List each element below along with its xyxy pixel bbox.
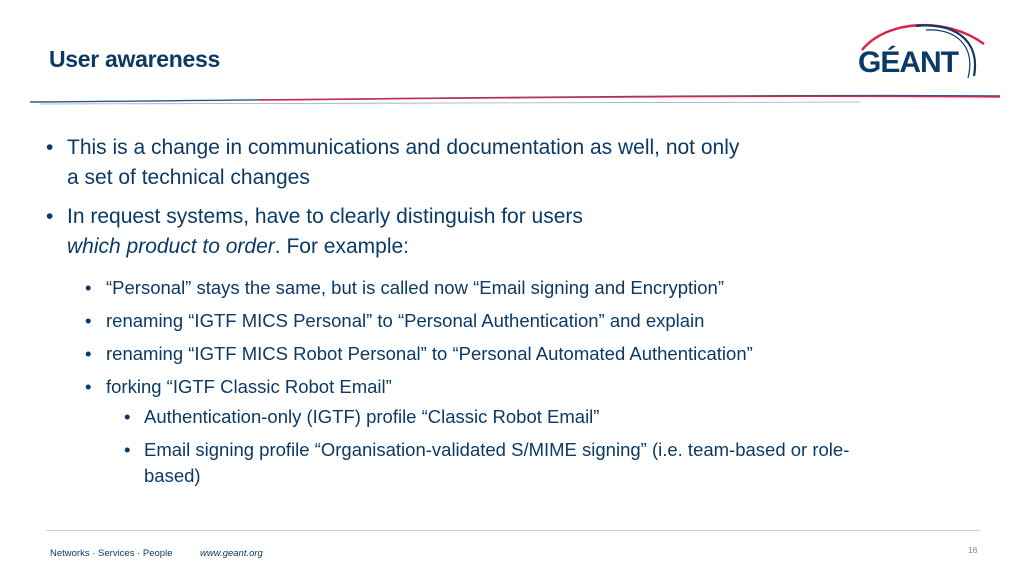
sub-bullet: • “Personal” stays the same, but is called now “Email signing and Encryption” bbox=[46, 271, 986, 304]
geant-logo: GÉANT bbox=[858, 46, 958, 79]
sub-sub-bullet: • Authentication-only (IGTF) profile “Classic Robot Email” bbox=[46, 404, 986, 430]
footer-url[interactable]: www.geant.org bbox=[200, 548, 263, 559]
bullet-text-tail: . For example: bbox=[274, 234, 409, 258]
bullet-emphasis: which product to order bbox=[67, 234, 275, 258]
page-title: User awareness bbox=[49, 46, 220, 72]
sub-bullet: • renaming “IGTF MICS Robot Personal” to “Personal Automated Authentication” bbox=[46, 337, 986, 370]
bullet-text: This is a change in communications and documentation as well, not only a set of technical changes bbox=[67, 136, 740, 189]
sub-sub-bullet: • Email signing profile “Organisation-validated S/MIME signing” (i.e. team-based or role-based) bbox=[46, 437, 864, 489]
header-divider bbox=[0, 88, 1024, 112]
slide-content bbox=[46, 133, 986, 496]
bullet-text: In request systems, have to clearly distinguish for users bbox=[67, 205, 583, 228]
footer-tagline: Networks · Services · People bbox=[50, 548, 173, 559]
sub-bullet: • renaming “IGTF MICS Personal” to “Personal Authentication” and explain bbox=[46, 304, 986, 337]
page-number: 16 bbox=[968, 545, 978, 555]
sub-bullet: • forking “IGTF Classic Robot Email” bbox=[46, 370, 986, 403]
footer-divider bbox=[46, 530, 980, 531]
bullet-request-systems bbox=[46, 202, 986, 261]
bullet-communications bbox=[46, 133, 986, 192]
